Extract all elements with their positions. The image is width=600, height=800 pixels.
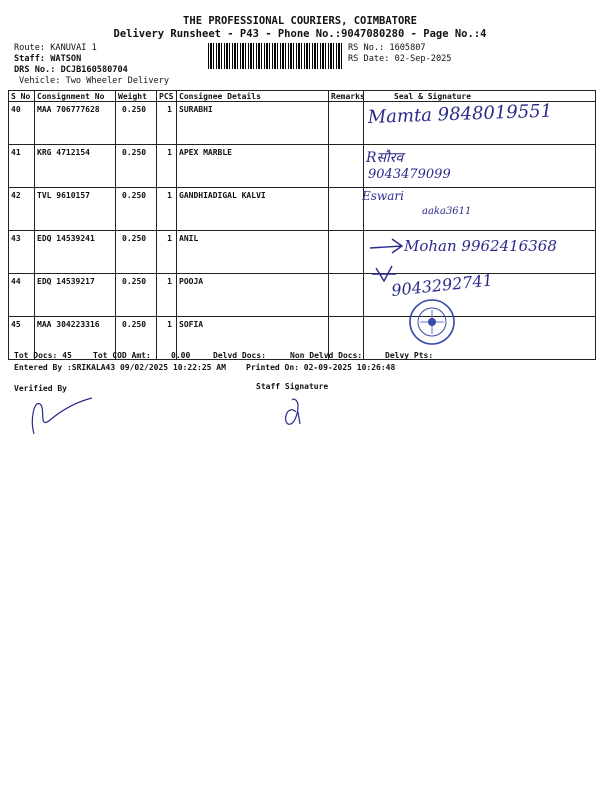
rs-number: RS No.: 1605807	[348, 43, 426, 53]
row-consignee: ANIL	[177, 231, 329, 274]
row-consignee: APEX MARBLE	[177, 145, 329, 188]
col-consignment: Consignment No	[35, 91, 116, 102]
row-sno: 45	[9, 317, 35, 360]
row-remarks	[329, 231, 364, 274]
runsheet-subtitle: Delivery Runsheet - P43 - Phone No.:9047080280 - Page No.:4	[113, 28, 487, 40]
delivery-points-label: Delvy Pts:	[385, 351, 434, 360]
col-weight: Weight	[116, 91, 157, 102]
row-remarks	[329, 145, 364, 188]
page-title: THE PROFESSIONAL COURIERS, COIMBATORE	[183, 15, 417, 27]
verified-by-label: Verified By	[14, 384, 67, 393]
row-consignee: SURABHI	[177, 102, 329, 145]
row-consignee: POOJA	[177, 274, 329, 317]
signature-row41-name: Rसौरव	[366, 150, 404, 166]
row-pcs: 1	[157, 231, 177, 274]
handwritten-signatures	[362, 96, 594, 356]
barcode-image	[208, 43, 344, 69]
row-weight: 0.250	[116, 317, 157, 360]
row-sno: 42	[9, 188, 35, 231]
row-consignee: SOFIA	[177, 317, 329, 360]
signature-row44-phone: 9043292741	[390, 270, 494, 300]
row-sno: 41	[9, 145, 35, 188]
col-seal-signature: Seal & Signature	[364, 91, 596, 102]
row-consignment: EDQ 14539241	[35, 231, 116, 274]
row-pcs: 1	[157, 188, 177, 231]
row-weight: 0.250	[116, 102, 157, 145]
rs-date: RS Date: 02-Sep-2025	[348, 54, 452, 64]
entered-by: Entered By :SRIKALA43 09/02/2025 10:22:25 AM	[14, 363, 226, 372]
row-consignment: MAA 706777628	[35, 102, 116, 145]
total-cod-amount: 0.00	[171, 351, 191, 360]
vehicle-label: Vehicle: Two Wheeler Delivery	[19, 76, 170, 86]
staff-label: Staff: WATSON	[14, 54, 82, 64]
total-cod-label: Tot COD Amt:	[93, 351, 151, 360]
row-pcs: 1	[157, 102, 177, 145]
row-consignment: TVL 9610157	[35, 188, 116, 231]
col-consignee: Consignee Details	[177, 91, 329, 102]
col-pcs: PCS	[157, 91, 177, 102]
row-sno: 40	[9, 102, 35, 145]
row-pcs: 1	[157, 145, 177, 188]
signature-row40: Mamta 9848019551	[367, 100, 553, 128]
row-consignment: EDQ 14539217	[35, 274, 116, 317]
non-delivered-docs-label: Non Delvd Docs:	[290, 351, 363, 360]
route-label: Route: KANUVAI 1	[14, 43, 97, 53]
delivered-docs-label: Delvd Docs:	[213, 351, 266, 360]
row-weight: 0.250	[116, 188, 157, 231]
verified-signature-drawing	[20, 390, 100, 440]
printed-on: Printed On: 02-09-2025 10:26:48	[246, 363, 396, 372]
signature-row41-phone: 9043479099	[368, 167, 451, 182]
row-weight: 0.250	[116, 145, 157, 188]
col-sno: S No	[9, 91, 35, 102]
staff-signature-label: Staff Signature	[256, 382, 329, 391]
col-remarks: Remarks	[329, 91, 364, 102]
row-consignment: KRG 4712154	[35, 145, 116, 188]
row-pcs: 1	[157, 317, 177, 360]
staff-signature-drawing	[278, 392, 308, 428]
courier-seal-stamp	[410, 300, 454, 344]
row-remarks	[329, 102, 364, 145]
row-pcs: 1	[157, 274, 177, 317]
row-consignee: GANDHIADIGAL KALVI	[177, 188, 329, 231]
row-remarks	[329, 274, 364, 317]
row-weight: 0.250	[116, 231, 157, 274]
signature-row42-sub: aaka3611	[422, 206, 472, 217]
drs-number: DRS No.: DCJB160580704	[14, 65, 128, 75]
row-sno: 44	[9, 274, 35, 317]
row-remarks	[329, 188, 364, 231]
row-consignment: MAA 304223316	[35, 317, 116, 360]
row-weight: 0.250	[116, 274, 157, 317]
row-sno: 43	[9, 231, 35, 274]
signature-row43: Mohan 9962416368	[404, 237, 557, 255]
total-docs: Tot Docs: 45	[14, 351, 72, 360]
signature-row42-name: Eswari	[362, 189, 404, 203]
